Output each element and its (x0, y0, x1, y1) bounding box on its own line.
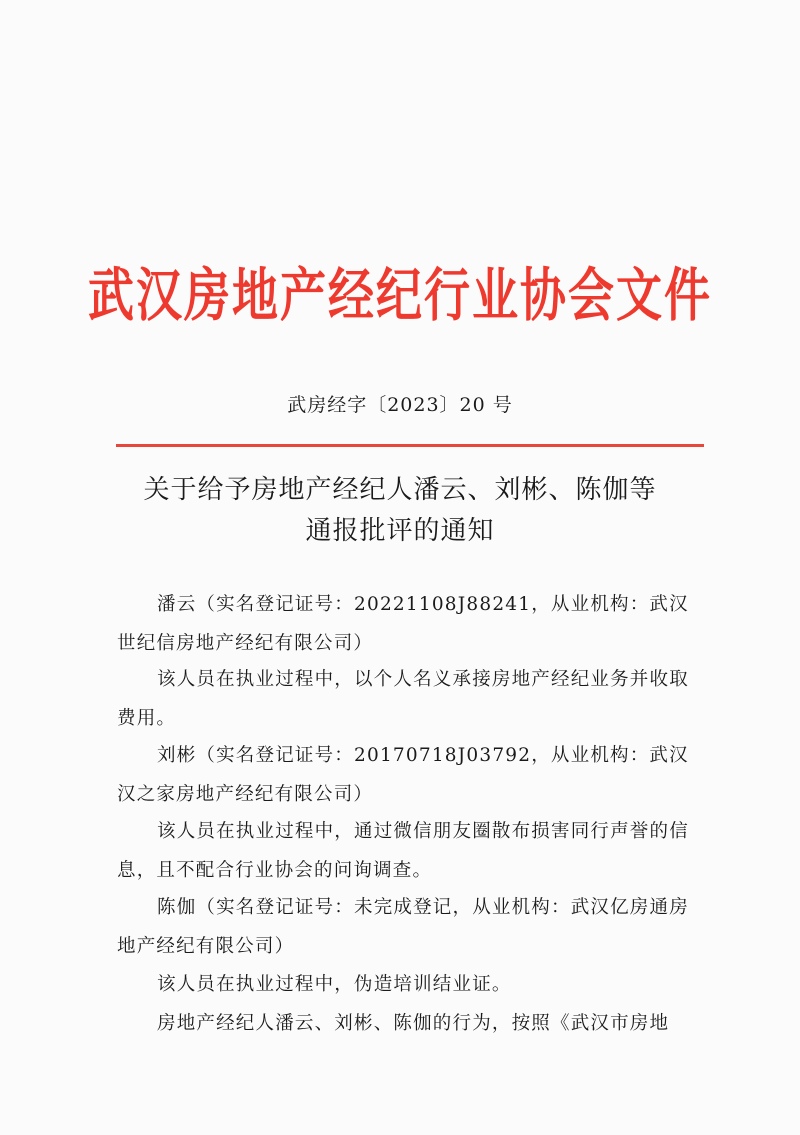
notice-title-line-2: 通报批评的通知 (305, 516, 495, 546)
red-divider-line (116, 444, 704, 447)
paragraph-chen-jia-violation: 该人员在执业过程中，伪造培训结业证。 (157, 974, 512, 995)
paragraph-liu-bin-violation: 该人员在执业过程中，通过微信朋友圈散布损害同行声誉的信息，且不配合行业协会的问询调查。 (117, 821, 689, 881)
paragraph-conclusion-start: 房地产经纪人潘云、刘彬、陈伽的行为，按照《武汉市房地 (157, 1013, 670, 1034)
paragraph-liu-bin-info: 刘彬（实名登记证号：20170718J03792，从业机构：武汉汉之家房地产经纪有限公司） (117, 745, 689, 805)
issuer-header-title: 武汉房地产经纪行业协会文件 (88, 261, 712, 329)
paragraph-pan-yun-info: 潘云（实名登记证号：20221108J88241，从业机构：武汉世纪信房地产经纪有限公司） (117, 594, 689, 654)
paragraph-pan-yun-violation: 该人员在执业过程中，以个人名义承接房地产经纪业务并收取费用。 (117, 669, 689, 729)
notice-title-line-1: 关于给予房地产经纪人潘云、刘彬、陈伽等 (143, 475, 657, 505)
paragraph-chen-jia-info: 陈伽（实名登记证号：未完成登记，从业机构：武汉亿房通房地产经纪有限公司） (117, 897, 689, 957)
document-number: 武房经字〔2023〕20 号 (287, 394, 513, 416)
